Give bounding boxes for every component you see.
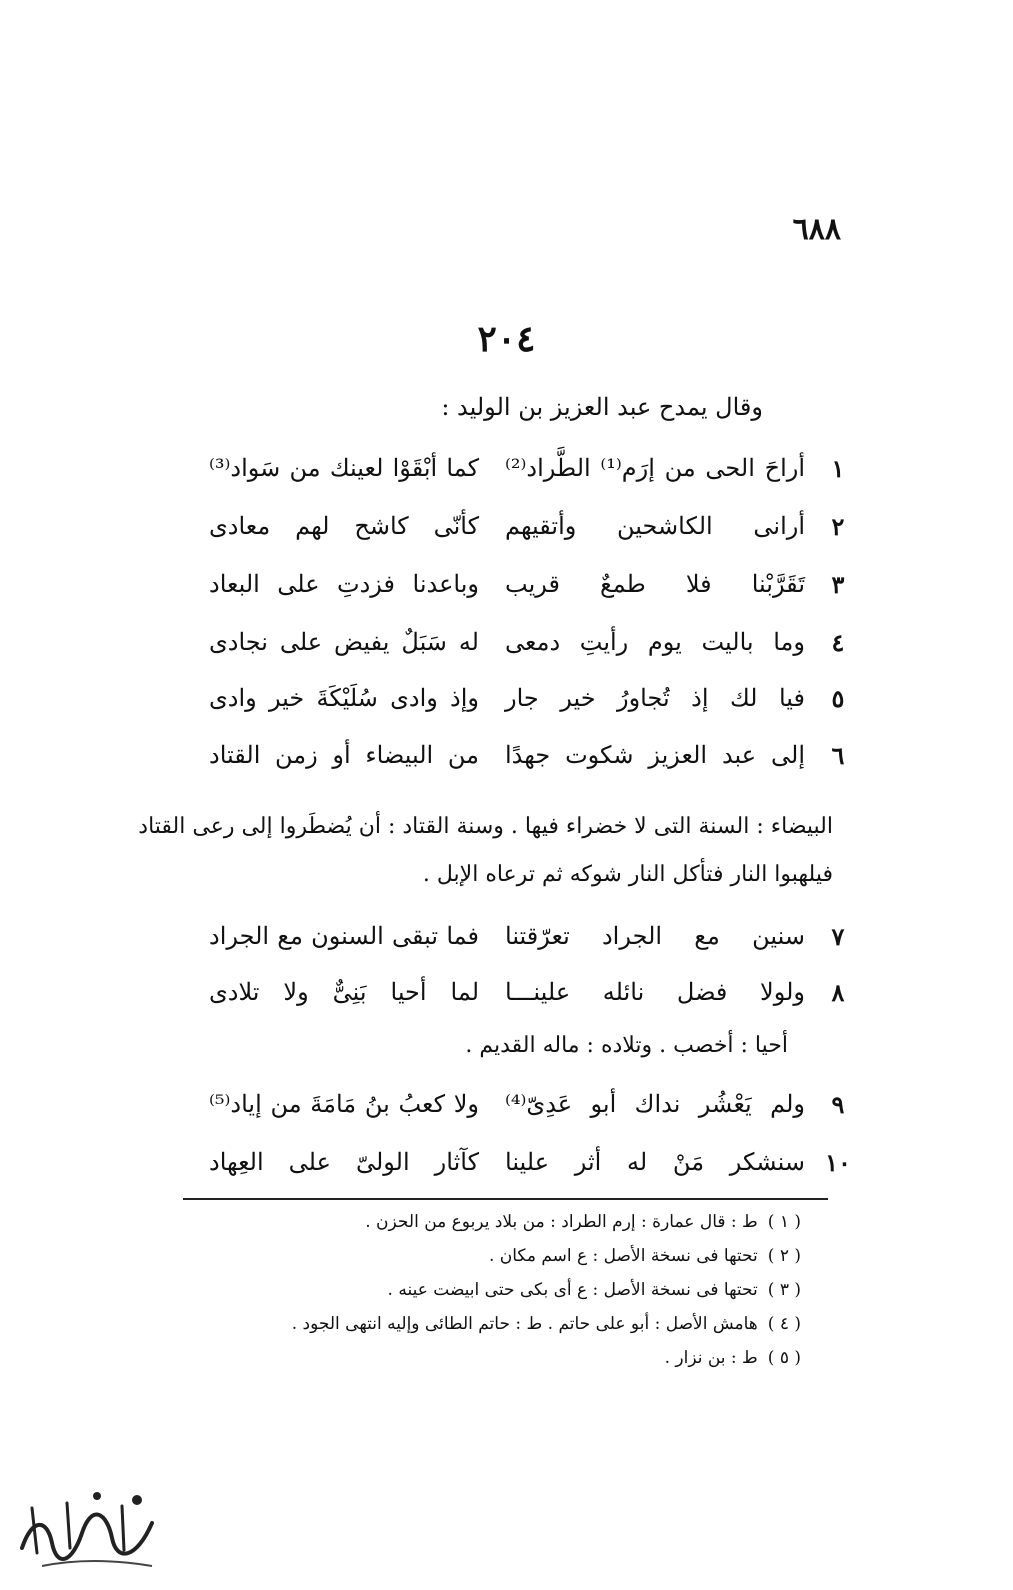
verse-hemistich-second: كآثار الولىّ على العِهاد <box>209 1148 479 1176</box>
gloss-note: أحيا : أخصب . وتلاده : ماله القديم . <box>465 1033 788 1058</box>
verse-line <box>153 914 853 964</box>
verse-line <box>153 446 853 496</box>
verse-hemistich-first: سنشكر مَنْ له أثر علينا <box>505 1148 805 1176</box>
footnote-text: ط : قال عمارة : إرم الطراد : من بلاد يربوع من الحزن . <box>365 1212 758 1232</box>
verse-hemistich-first: أراحَ الحى من إرَم⁽¹⁾ الطَّراد⁽²⁾ <box>505 454 805 482</box>
verse-hemistich-second: لما أحيا بَنِىٌّ ولا تلادى <box>209 978 479 1006</box>
footnote-number: ( ٣ ) <box>767 1280 801 1300</box>
verse-line <box>153 562 853 612</box>
verse-hemistich-first: وما باليت يوم رأيتِ دمعى <box>505 628 805 656</box>
verse-hemistich-second: له سَبَلٌ يفيض على نجادى <box>209 628 479 656</box>
verse-number: ٣ <box>831 570 845 599</box>
verse-hemistich-second: كما أبْقَوْا لعينك من سَواد⁽³⁾ <box>209 454 479 482</box>
verse-hemistich-first: تَقَرَّبْنا فلا طمعٌ قريب <box>505 570 805 598</box>
verse-line <box>153 733 853 783</box>
verse-hemistich-first: سنين مع الجراد تعرّقتنا <box>505 922 805 950</box>
verse-number: ٤ <box>831 628 845 657</box>
verse-number: ١٠ <box>825 1148 851 1177</box>
footnote-number: ( ٥ ) <box>767 1348 801 1368</box>
verse-hemistich-first: فيا لك إذ تُجاورُ خير جار <box>505 684 805 712</box>
verse-hemistich-second: وباعدنا فزدتِ على البعاد <box>209 570 479 598</box>
footnote-text: تحتها فى نسخة الأصل : ع اسم مكان . <box>488 1246 758 1266</box>
poem-intro: وقال يمدح عبد العزيز بن الوليد : <box>441 393 763 421</box>
verse-number: ٩ <box>831 1090 845 1119</box>
verse-line <box>153 504 853 554</box>
verse-hemistich-second: من البيضاء أو زمن القتاد <box>209 741 479 769</box>
verse-line <box>153 620 853 670</box>
verse-hemistich-second: ولا كعبُ بنُ مَامَةَ من إياد⁽⁵⁾ <box>209 1090 479 1118</box>
verse-hemistich-second: وإذ وادى سُلَيْكَةَ خير وادى <box>209 684 479 712</box>
verse-hemistich-second: كأنّى كاشح لهم معادى <box>209 512 479 540</box>
footnote-number: ( ١ ) <box>767 1212 801 1232</box>
verse-line <box>153 1082 853 1132</box>
footnote-divider <box>183 1198 828 1200</box>
poem-number: ٢٠٤ <box>477 318 536 360</box>
footnote <box>181 1341 801 1375</box>
verse-number: ٢ <box>831 512 845 541</box>
verse-number: ٥ <box>831 684 845 713</box>
verse-line <box>153 970 853 1020</box>
footnote-number: ( ٢ ) <box>767 1246 801 1266</box>
verse-line <box>153 676 853 726</box>
verse-number: ٧ <box>831 922 845 951</box>
footnote <box>181 1307 801 1341</box>
verse-line <box>153 1140 853 1190</box>
verse-number: ٦ <box>831 741 845 770</box>
footnote-text: ط : بن نزار . <box>664 1348 758 1368</box>
footnote-text: تحتها فى نسخة الأصل : ع أى بكى حتى ابيضت عينه . <box>387 1280 758 1300</box>
verse-number: ٨ <box>831 978 845 1007</box>
footnote <box>181 1239 801 1273</box>
verse-hemistich-second: فما تبقى السنون مع الجراد <box>209 922 479 950</box>
verse-hemistich-first: ولم يَعْشُر نداك أبو عَدِىّ⁽⁴⁾ <box>505 1090 805 1118</box>
footnote-text: هامش الأصل : أبو على حاتم . ط : حاتم الطائى وإليه انتهى الجود . <box>291 1314 758 1334</box>
verse-hemistich-first: أرانى الكاشحين وأتقيهم <box>505 512 805 540</box>
footnote <box>181 1273 801 1307</box>
verse-hemistich-first: إلى عبد العزيز شكوت جهدًا <box>505 741 805 769</box>
verse-hemistich-first: ولولا فضل نائله علينـــا <box>505 978 805 1006</box>
footnote <box>181 1205 801 1239</box>
verse-number: ١ <box>831 454 845 483</box>
footnotes <box>181 1205 801 1375</box>
library-stamp-icon <box>12 1478 172 1578</box>
page-number: ٦٨٨ <box>792 212 841 247</box>
footnote-number: ( ٤ ) <box>767 1314 801 1334</box>
gloss-note: البيضاء : السنة التى لا خضراء فيها . وسنة القتاد : أن يُضطَروا إلى رعى القتاد فيلهبوا النار فتأكل النار شوكه ثم ترعاه الإبل . <box>138 814 833 887</box>
